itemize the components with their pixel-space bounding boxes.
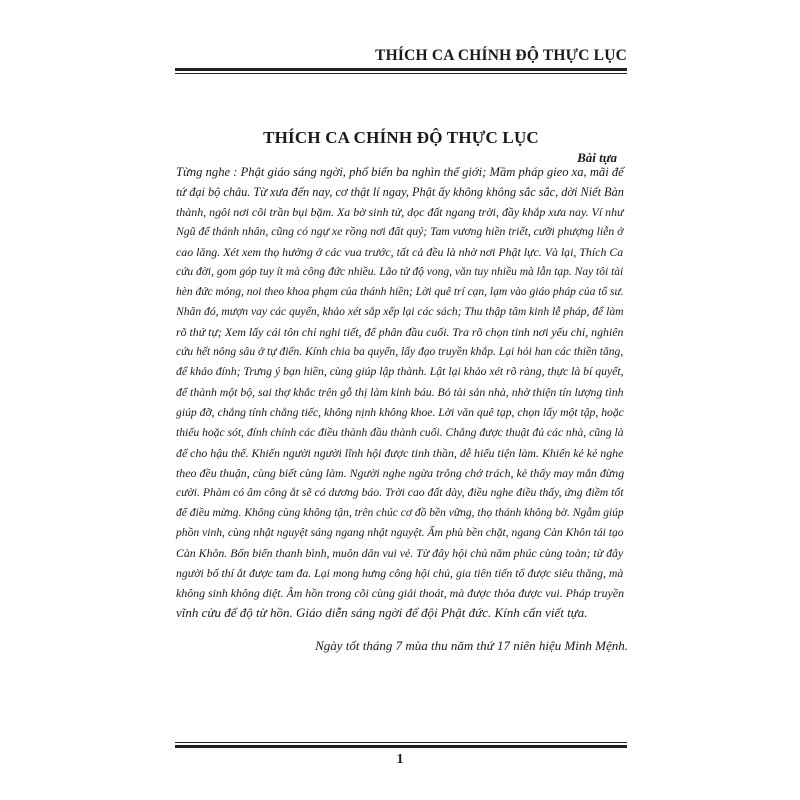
text-line: cứu đời, gom góp tuy ít mà công đức nhiều. Lão tử độ vong, văn tuy nhiều mà lẫn tạp. Nay tôi tài (176, 266, 624, 279)
text-line: người bố thí ắt được tam đa. Lại mong hưng công hội chủ, gia tiên tiến tổ được siêu thăng, mà (176, 565, 624, 580)
header-rule-thick (175, 68, 627, 71)
footer-rule-thin (175, 742, 627, 743)
text-line: tứ đại bộ châu. Từ xưa đến nay, cơ thật lí ngay, Phật ấy không không sắc sắc, dời Niết Bàn (176, 185, 624, 200)
section-label: Bài tựa (577, 150, 617, 165)
header-rule-thin (175, 73, 627, 74)
text-line: cười. Phàm có âm công ắt sẽ có dương báo. Trời cao đất dày, điều nghe điều thấy, ứng điềm tốt (176, 485, 624, 499)
document-title: THÍCH CA CHÍNH ĐỘ THỰC LỤC (263, 128, 539, 147)
text-line: vĩnh cửu để độ từ hồn. Giáo diễn sáng ngời để đội Phật đức. Kính cẩn viết tựa. (176, 605, 588, 621)
running-header: THÍCH CA CHÍNH ĐỘ THỰC LỤC (375, 47, 627, 64)
text-line: cứu hết nông sâu ở tự điển. Kính chia ba quyển, lấy đạo truyền khắp. Lại hỏi han các thiền tăng, (176, 346, 624, 359)
text-line: thiếu hoặc sót, đính chính các điều thành đầu thành cuối. Chẳng được thuật đủ các nhà, cũng là (176, 425, 624, 439)
page-number: 1 (396, 752, 404, 767)
date-line: Ngày tốt tháng 7 mùa thu năm thứ 17 niên hiệu Minh Mệnh. (315, 638, 628, 653)
text-line: hèn đức mỏng, noi theo khoa phạm của thánh hiền; Lời quê trí cạn, lạm vào giáo pháp của tổ sư. (176, 286, 624, 299)
text-line: Càn Khôn. Bốn biển thanh bình, muôn dân vui vẻ. Từ đây hội chủ năm phúc cùng toàn; từ đây (176, 545, 624, 560)
text-line: thành, ngôi nơi cõi trần bụi bặm. Xa bờ sinh tử, dọc đất ngang trời, đầy khắp xưa nay. Ví như (176, 205, 624, 220)
text-line: Ngũ đế thánh nhân, cũng có ngự xe rồng nơi đất quý; Tam vương hiền triết, cưỡi phượng liễn ở (176, 225, 624, 239)
text-line: giúp đỡ, chẳng tính chẳng tiếc, không nịnh không khoe. Lời văn quê tạp, chọn lấy một tập, hoặc (176, 405, 624, 419)
text-line: Nhân đó, mượn vay các quyển, khảo xét sắp xếp lại các sách; Thu thập tâm kinh lễ pháp, để làm (176, 305, 624, 319)
text-line: không sinh không diệt. Âm hồn trong cõi cùng giải thoát, mà được thỏa được vui. Pháp truyền (176, 585, 625, 600)
text-line: để điều mừng. Không cùng không tận, trên chúc cơ đồ bền vững, thọ thánh không bờ. Ngẫm giúp (176, 506, 624, 519)
text-line: Từng nghe : Phật giáo sáng ngời, phổ biến ba nghìn thế giới; Mầm pháp gieo xa, mãi để (176, 165, 624, 179)
text-line: để cho hậu thế. Khiến người người lĩnh hội được tinh thần, dễ hiểu tiện làm. Khiến kẻ kẻ nghe (176, 445, 624, 460)
text-line: rõ thứ tự; Xem lấy cái tôn chỉ nghi tiết, để phân đầu cuối. Tra rõ chọn tinh nơi yếu chỉ, nghiên (176, 325, 624, 340)
text-line: để khảo đính; Trưng ý bạn hiền, cùng giúp lập thành. Lật lại khảo xét rõ ràng, thực là bí quyết, (176, 365, 624, 379)
text-line: cao lăng. Xét xem thọ hưởng ở các vua trước, tất cả đều là nhờ nơi Phật lực. Và lại, Thích Ca (176, 245, 624, 260)
text-line: để thành một bộ, sai thợ khắc trên gỗ thị làm kinh báu. Bỏ tài sản nhà, nhờ thiện tín lượng tình (176, 385, 624, 399)
preface-body (176, 162, 624, 623)
footer-rule-thick (175, 745, 627, 748)
text-line: theo đều thuận, cùng biết cùng làm. Người nghe ngừa trông chớ trách, kẻ thấy may mắn đừng (176, 465, 625, 480)
text-line: phồn vinh, cùng nhật nguyệt sáng ngang nhật nguyệt. Ấm phù bền chặt, ngang Càn Khôn tái tạo (176, 525, 624, 539)
